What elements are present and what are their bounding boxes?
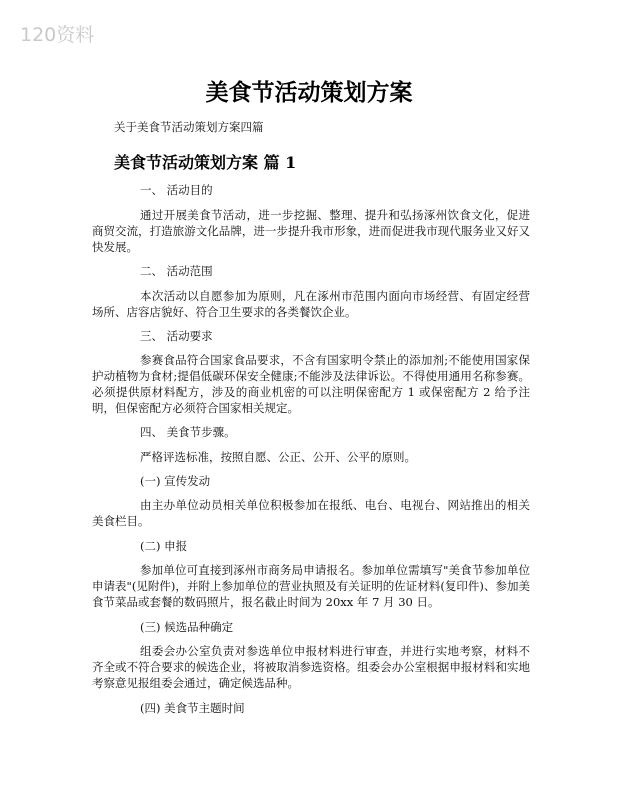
section-heading-scope: 二、 活动范围 — [140, 264, 213, 278]
subsection-text-candidates: 组委会办公室负责对参选单位申报材料进行审查，并进行实地考察，材料不齐全或不符合要求的候选企业，将被取消参选资格。组委会办公室根据申报材料和实地考察意见报组委会通过，确定候选品种。 — [92, 644, 530, 690]
section-heading-steps: 四、 美食节步骤。 — [140, 425, 236, 439]
document-title: 美食节活动策划方案 — [205, 79, 413, 106]
section-text-steps: 严格评选标准，按照自愿、公正、公开、公平的原则。 — [140, 450, 416, 464]
document-intro: 关于美食节活动策划方案四篇 — [114, 120, 264, 134]
subsection-heading-application: (二) 申报 — [140, 539, 188, 553]
subsection-heading-publicity: (一) 宣传发动 — [140, 474, 211, 488]
watermark: 120资料 — [20, 24, 95, 46]
section-text-purpose: 通过开展美食节活动，进一步挖掘、整理、提升和弘扬涿州饮食文化，促进商贸交流，打造旅游文化品牌，进一步提升我市形象，进而促进我市现代服务业又好又快发展。 — [92, 208, 530, 254]
document-subtitle: 美食节活动策划方案 篇 1 — [114, 153, 297, 172]
section-text-requirements: 参赛食品符合国家食品要求，不含有国家明令禁止的添加剂;不能使用国家保护动植物为食材;提倡低碳环保安全健康;不能涉及法律诉讼。不得使用通用名称参赛。必须提供原材料配方，涉及的商业机密的可以注明保密配方 1 或保密配方 2 给予注明，但保密配方必须符合国家相关规定。 — [92, 353, 530, 415]
section-text-scope: 本次活动以自愿参加为原则，凡在涿州市范围内面向市场经营、有固定经营场所、店容店貌好、符合卫生要求的各类餐饮企业。 — [92, 289, 530, 319]
subsection-text-publicity: 由主办单位动员相关单位积极参加在报纸、电台、电视台、网站推出的相关美食栏目。 — [92, 498, 530, 528]
section-heading-requirements: 三、 活动要求 — [140, 329, 213, 343]
subsection-heading-candidates: (三) 候选品种确定 — [140, 620, 234, 634]
subsection-heading-theme-time: (四) 美食节主题时间 — [140, 701, 245, 715]
section-heading-purpose: 一、 活动目的 — [140, 183, 213, 197]
subsection-text-application: 参加单位可直接到涿州市商务局申请报名。参加单位需填写"美食节参加单位申请表"(见附件)，并附上参加单位的营业执照及有关证明的佐证材料(复印件)、参加美食节菜品或套餐的数码照片，报名截止时间为 20xx 年 7 月 30 日。 — [92, 563, 530, 609]
